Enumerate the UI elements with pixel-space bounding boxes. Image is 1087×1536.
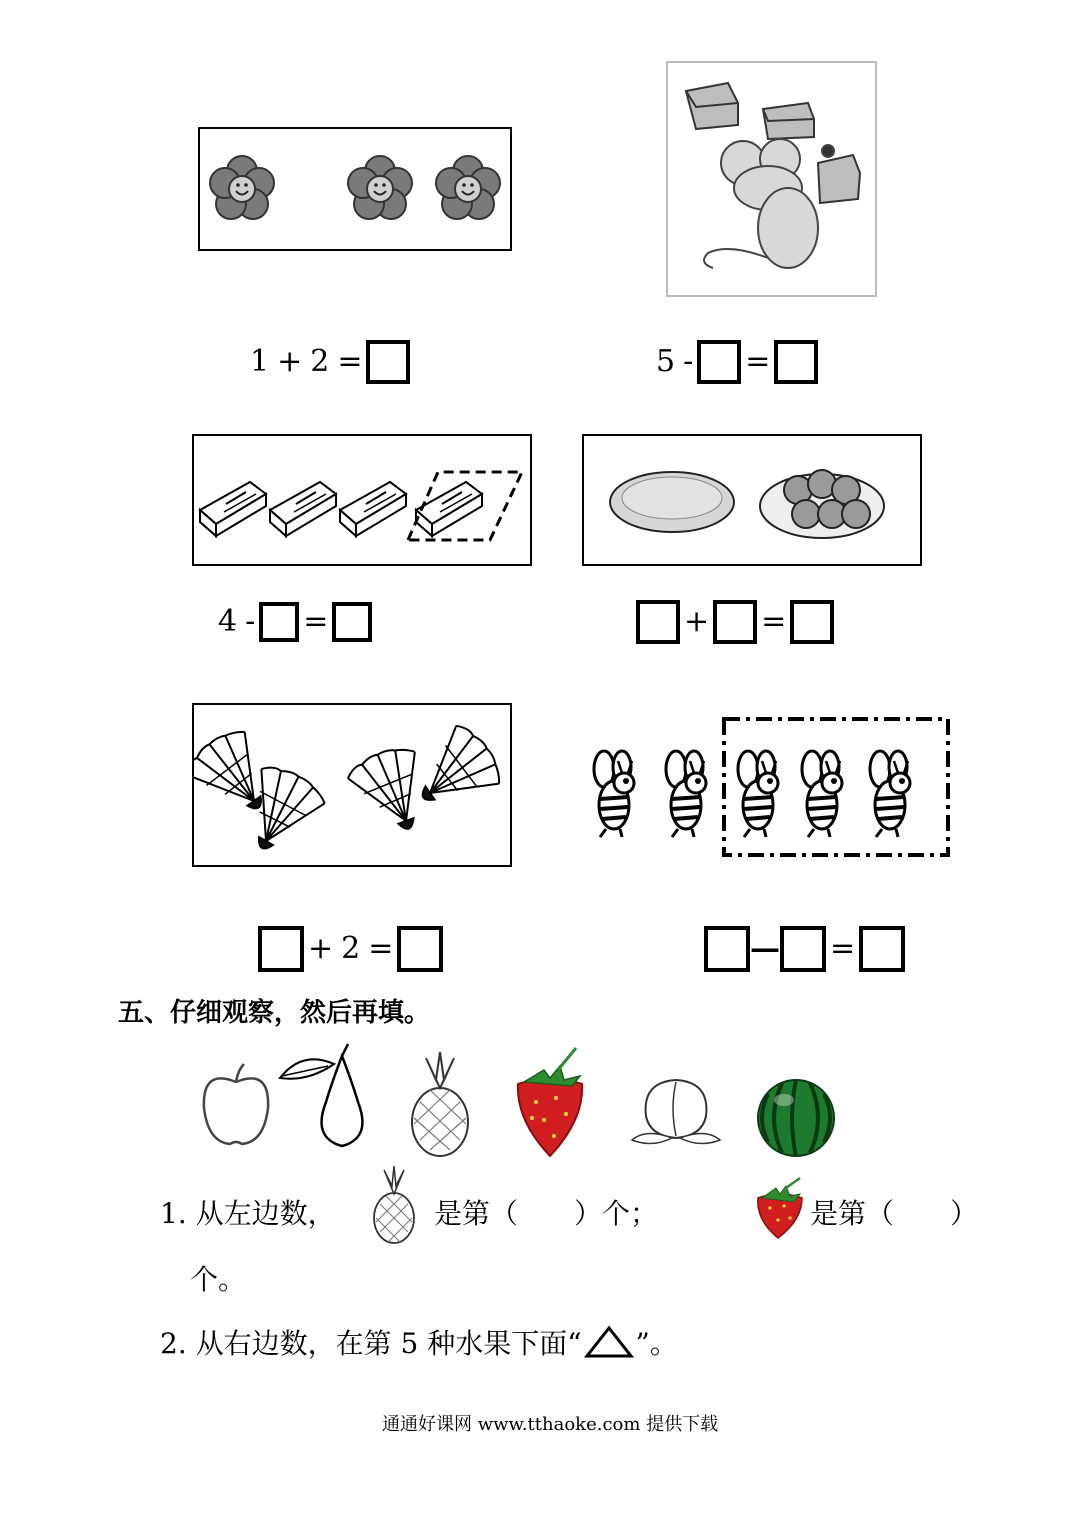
eraser-icon (340, 482, 406, 536)
shuttlecocks-picture-frame (192, 703, 512, 867)
shuttlecock-icon (401, 719, 508, 824)
pineapple-icon (412, 1052, 468, 1156)
equation-shuttlecocks (258, 926, 443, 972)
number-text: 2 (341, 931, 361, 966)
apple-plate-icon (760, 470, 884, 538)
triangle-icon (584, 1325, 634, 1359)
bee-icon (666, 751, 706, 837)
answer-box[interactable] (780, 926, 826, 972)
question-1-prefix: 1. 从左边数， (160, 1197, 336, 1230)
answer-box[interactable] (697, 340, 741, 384)
answer-box[interactable] (713, 600, 757, 644)
operator-text: + (308, 931, 334, 966)
number-text: 5 (656, 344, 676, 379)
mouse-cheese-picture-frame (666, 61, 877, 297)
eraser-icon (200, 482, 266, 536)
fruit-row (190, 1040, 850, 1160)
answer-box[interactable] (397, 926, 443, 972)
fruit-row-illustration (190, 1040, 850, 1160)
operator-text: - (245, 604, 256, 639)
answer-box[interactable] (636, 600, 680, 644)
equals-text: = (337, 344, 363, 379)
flower-icon (210, 156, 274, 219)
equals-text: = (761, 604, 787, 639)
bee-icon (802, 751, 842, 837)
watermelon-icon (758, 1080, 834, 1156)
answer-box[interactable] (790, 600, 834, 644)
pineapple-icon (370, 1166, 418, 1246)
strawberry-icon (518, 1048, 582, 1156)
bee-icon (594, 751, 634, 837)
operator-text: - (683, 344, 694, 379)
operator-text: — (750, 931, 780, 966)
empty-plate-icon (610, 472, 734, 532)
answer-box[interactable] (366, 340, 410, 384)
flower-icon (436, 156, 500, 219)
question-1-continuation: 个。 (190, 1263, 247, 1296)
equals-text: = (368, 931, 394, 966)
erasers-picture-frame (192, 434, 532, 566)
question-2-end: ”。 (635, 1327, 678, 1360)
number-text: 4 (218, 604, 238, 639)
shuttlecocks-illustration (194, 705, 510, 865)
answer-box[interactable] (774, 340, 818, 384)
question-2-label: 2. 从右边数，在第 5 种水果下面“ (160, 1327, 582, 1360)
eraser-icon (270, 482, 336, 536)
plates-picture-frame (582, 434, 922, 566)
erasers-illustration (194, 436, 530, 564)
bees-picture (590, 715, 960, 861)
equation-bees (704, 926, 905, 972)
question-1-suffix: 是第（ ） (810, 1197, 979, 1230)
answer-box[interactable] (332, 602, 372, 642)
flowers-illustration (200, 129, 510, 249)
mouse-icon (704, 139, 834, 268)
bee-icon (738, 751, 778, 837)
equation-flowers (246, 340, 410, 384)
answer-box[interactable] (258, 926, 304, 972)
flower-icon (348, 156, 412, 219)
flowers-picture-frame (198, 127, 512, 251)
question-2-text (160, 1322, 678, 1362)
equation-plates (636, 600, 834, 644)
equation-mouse (652, 340, 818, 384)
bees-illustration (590, 715, 960, 861)
mouse-cheese-illustration (668, 63, 875, 295)
eraser-icon (416, 482, 482, 536)
plates-illustration (584, 436, 920, 564)
equals-text: = (745, 344, 771, 379)
bee-icon (870, 751, 910, 837)
operator-text: + (277, 344, 303, 379)
equals-text: = (303, 604, 329, 639)
question-1-mid: 是第（ ）个； (434, 1197, 659, 1230)
equation-erasers (214, 600, 372, 644)
answer-box[interactable] (259, 602, 299, 642)
peach-icon (632, 1080, 720, 1144)
answer-box[interactable] (859, 926, 905, 972)
number-text: 2 (310, 344, 330, 379)
equals-text: = (830, 931, 856, 966)
strawberry-icon (754, 1176, 806, 1240)
apple-icon (204, 1064, 268, 1144)
operator-text: + (684, 604, 710, 639)
number-text: 1 (250, 344, 270, 379)
answer-box[interactable] (704, 926, 750, 972)
section-heading: 五、仔细观察，然后再填。 (118, 998, 431, 1028)
pear-icon (280, 1044, 362, 1146)
page-footer: 通通好课网 www.tthaoke.com 提供下载 (382, 1414, 719, 1435)
